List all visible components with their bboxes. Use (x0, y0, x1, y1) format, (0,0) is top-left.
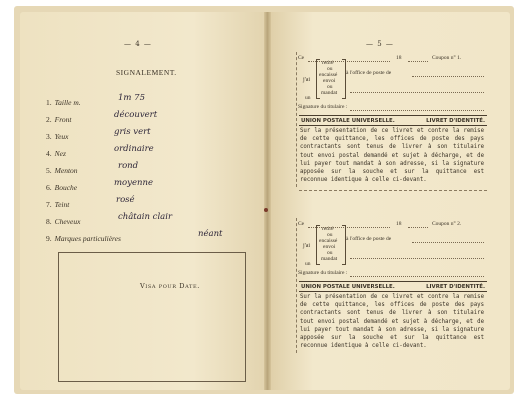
field-menton: 5. Menton (46, 166, 78, 175)
field-cheveux: 8. Cheveux (46, 217, 81, 226)
coupon-2-bracket-left (316, 225, 320, 265)
page-title-signalement: SIGNALEMENT. (116, 68, 177, 77)
binding-hole (264, 208, 268, 212)
coupon-2-bracket-right (342, 225, 346, 265)
coupon-2-label: Coupon n° 2. (432, 221, 462, 227)
field-marques: 9. Marques particulières (46, 234, 121, 243)
coupon-2-date-line (308, 227, 390, 228)
field-teint: 7. Teint (46, 200, 70, 209)
coupon-2-year-line (408, 227, 428, 228)
field-front: 2. Front (46, 115, 72, 124)
coupon-1-office-line (412, 76, 484, 77)
page-number-right: — 5 — (366, 40, 394, 48)
coupon-1-perforation (296, 52, 297, 187)
value-marques: néant (198, 229, 223, 239)
value-nez: ordinaire (114, 144, 154, 154)
coupon-1-date-line (308, 61, 390, 62)
coupon-1-bracket-left (316, 59, 320, 99)
value-front: découvert (114, 110, 158, 120)
coupon-2-perforation (296, 218, 297, 353)
value-bouche: moyenne (114, 178, 153, 188)
coupon-1-signature-line (350, 110, 484, 111)
coupon-2-band: UNION POSTALE UNIVERSELLE. LIVRET D'IDENTITÉ. (299, 281, 487, 292)
visa-title: Visa pour Date. (140, 282, 200, 290)
document-photo: — 4 — SIGNALEMENT. 1. Taille m. 1m 75 2. Front découvert 3. Yeux gris vert 4. Nez ordinaire 5. Menton rond 6. Bouche moyenne 7. Teint rosé 8. Cheveux châtain clair 9. Marques particulières néant Visa pour Date. — 5 — Ce 18 Coupon n° 1. j'ai un retiré ou encaissé envoi ou mandat à l'office de poste de Signature du titulaire : UNION POSTALE UNIVERSELLE. LIVRET D'IDENTITÉ. Sur la présentation de ce livret et contre la remise de cette quittance, les offices de poste des pays contractants sont tenus de livrer à son titulaire tout envoi postal demandé et sujet à décharge, et de lui payer tout mandat à son adresse, si la signature apposée sur la souche et sur la quittance est reconnue identique à celle ci-devant. Ce 18 Coupon n° 2. j'ai un retiré ou encaissé envoi ou mandat à l'office de poste de Signature du titulaire : UNION POSTALE UNIVERSELLE. LIVRET D'IDENTITÉ. Sur la présentation de ce livret et contre la remise de cette quittance, les offices de poste des pays contractants sont tenus de livrer à son titulaire tout envoi postal demandé et sujet à décharge, et de lui payer tout mandat à son adresse, si la signature apposée sur la souche et sur la quittance est reconnue identique à celle ci-devant. (0, 0, 524, 400)
coupon-1-label: Coupon n° 1. (432, 55, 462, 61)
field-nez: 4. Nez (46, 149, 66, 158)
coupon-1-line-2 (350, 92, 484, 93)
value-yeux: gris vert (114, 127, 151, 137)
field-taille: 1. Taille m. (46, 98, 81, 107)
page-number-left: — 4 — (124, 40, 152, 48)
visa-box (58, 252, 246, 382)
field-yeux: 3. Yeux (46, 132, 69, 141)
coupon-2-signature-line (350, 276, 484, 277)
value-teint: rosé (116, 195, 135, 205)
coupon-2-line-2 (350, 258, 484, 259)
field-bouche: 6. Bouche (46, 183, 78, 192)
coupon-1-bracket-right (342, 59, 346, 99)
coupon-separator (299, 190, 487, 191)
coupon-2-office-line (412, 242, 484, 243)
coupon-2-text: Sur la présentation de ce livret et contre la remise de cette quittance, les offices de poste des pays contractants sont tenus de livrer à son titulaire tout envoi postal demandé et sujet à décharge, et de lui payer tout mandat à son adresse, si la signature apposée sur la souche et sur la quittance est reconnue identique à celle ci-devant. (300, 294, 484, 350)
book-gutter (264, 12, 271, 390)
coupon-1-band: UNION POSTALE UNIVERSELLE. LIVRET D'IDENTITÉ. (299, 115, 487, 126)
value-menton: rond (118, 161, 139, 171)
value-taille: 1m 75 (118, 93, 145, 103)
coupon-1-text: Sur la présentation de ce livret et contre la remise de cette quittance, les offices de poste des pays contractants sont tenus de livrer à son titulaire tout envoi postal demandé et sujet à décharge, et de lui payer tout mandat à son adresse, si la signature apposée sur la souche et sur la quittance est reconnue identique à celle ci-devant. (300, 128, 484, 184)
coupon-1-year-line (408, 61, 428, 62)
value-cheveux: châtain clair (118, 212, 173, 222)
